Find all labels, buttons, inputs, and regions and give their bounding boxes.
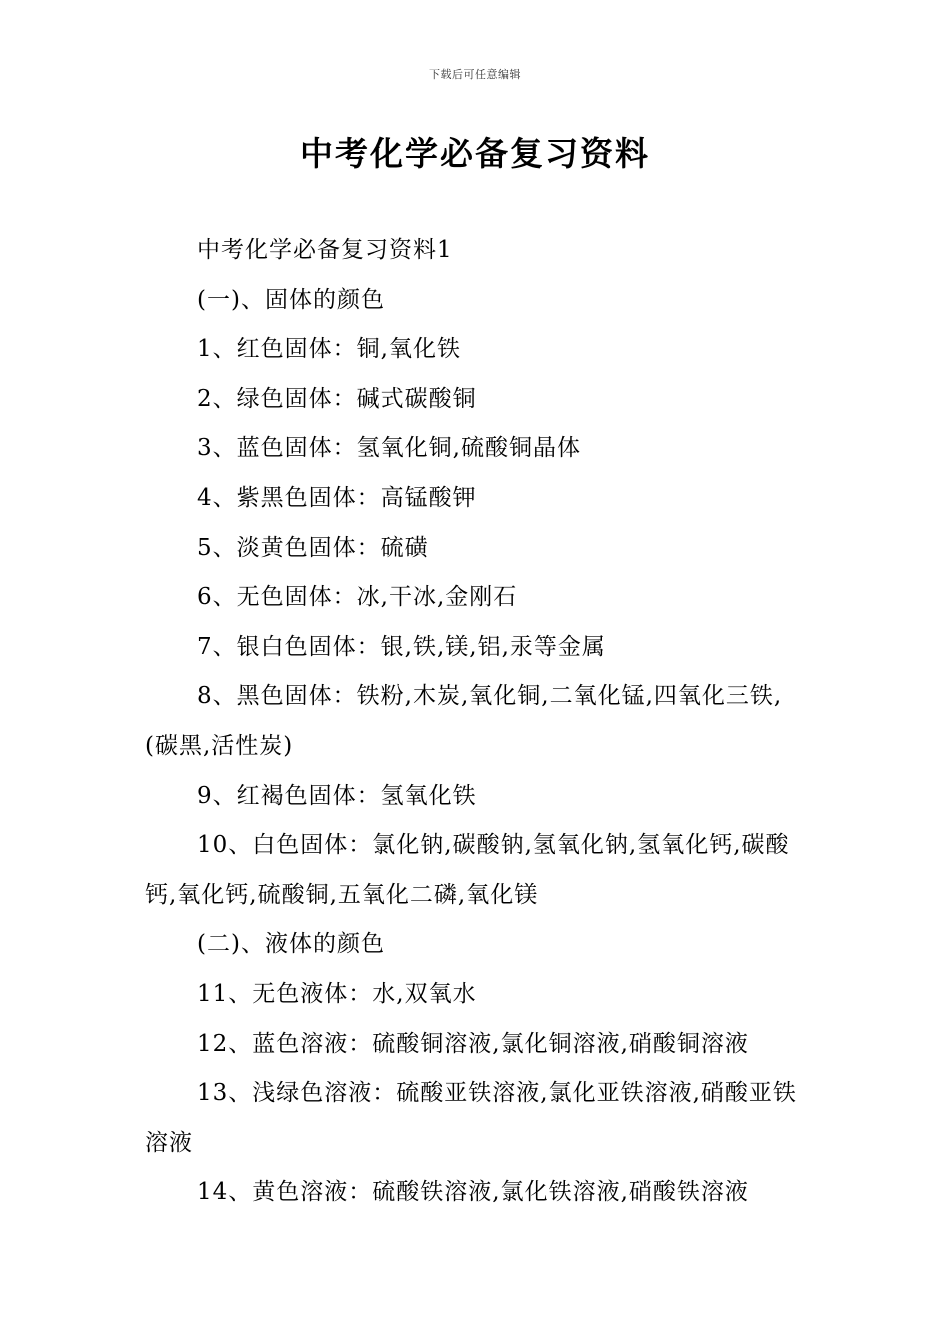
list-item: 13、浅绿色溶液：硫酸亚铁溶液,氯化亚铁溶液,硝酸亚铁溶液 [145,1080,797,1156]
list-item: 3、蓝色固体：氢氧化铜,硫酸铜晶体 [197,435,581,462]
list-item: 14、黄色溶液：硫酸铁溶液,氯化铁溶液,硝酸铁溶液 [197,1179,749,1206]
document-title: 中考化学必备复习资料 [300,134,650,173]
list-item: 6、无色固体：冰,干冰,金刚石 [197,584,518,611]
header-note: 下载后可任意编辑 [429,68,521,81]
document-body [145,226,815,1218]
list-item: 9、红褐色固体：氢氧化铁 [197,782,477,809]
list-item: 4、紫黑色固体：高锰酸钾 [197,484,477,511]
list-item: 10、白色固体：氯化钠,碳酸钠,氢氧化钠,氢氧化钙,碳酸钙,氧化钙,硫酸铜,五氧化二磷,氧化镁 [145,832,790,908]
list-item: 8、黑色固体：铁粉,木炭,氧化铜,二氧化锰,四氧化三铁,(碳黑,活性炭) [145,683,783,759]
list-item: 7、银白色固体：银,铁,镁,铝,汞等金属 [197,633,606,660]
list-item: 12、蓝色溶液：硫酸铜溶液,氯化铜溶液,硝酸铜溶液 [197,1030,749,1057]
list-item: 5、淡黄色固体：硫磺 [197,534,429,561]
list-item: 11、无色液体：水,双氧水 [197,980,477,1007]
section-heading-liquids: (二)、液体的颜色 [197,931,385,958]
subtitle-paragraph: 中考化学必备复习资料1 [197,237,453,263]
list-item: 2、绿色固体：碱式碳酸铜 [197,385,477,412]
section-heading-solids: (一)、固体的颜色 [197,286,385,313]
list-item: 1、红色固体：铜,氧化铁 [197,336,461,363]
